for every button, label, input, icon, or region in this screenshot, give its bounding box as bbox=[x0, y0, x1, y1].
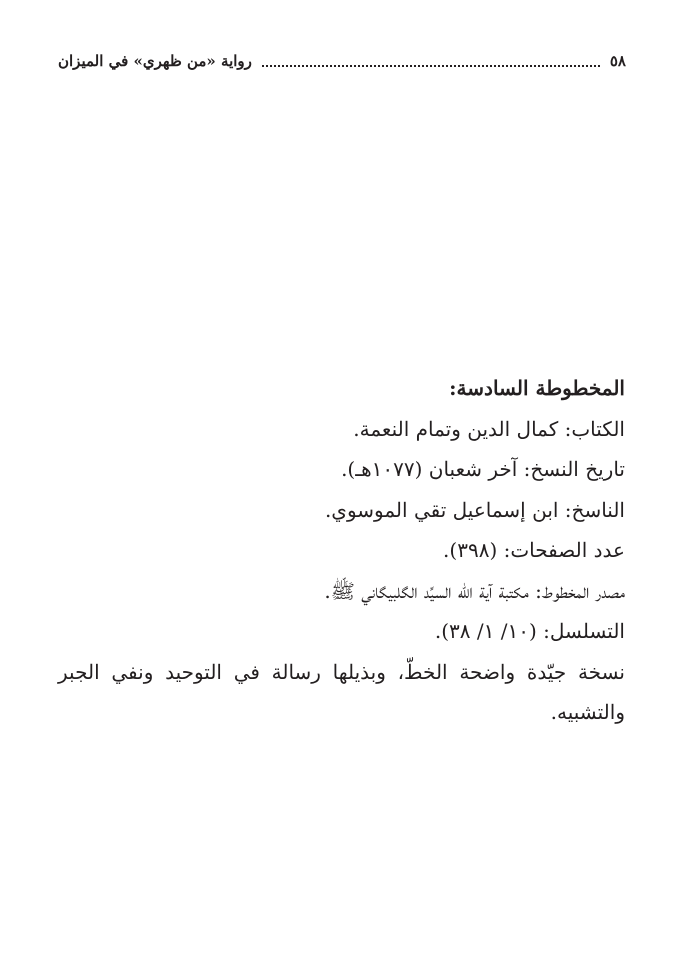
manuscript-description bbox=[58, 368, 625, 733]
running-header bbox=[58, 48, 626, 74]
serial-line: التسلسل: (١٠/ ١/ ٣٨). bbox=[434, 619, 625, 643]
running-header-title: رواية «من ظهري» في الميزان bbox=[58, 52, 252, 70]
page-count-line: عدد الصفحات: (٣٩٨). bbox=[443, 538, 625, 562]
copyist-line: الناسخ: ابن إسماعيل تقي الموسوي. bbox=[324, 497, 625, 522]
book-line: الكتاب: كمال الدين وتمام النعمة. bbox=[353, 416, 625, 441]
page-number: ٥٨ bbox=[609, 52, 626, 70]
source-line: مصدر المخطوط: مكتبة آية الله السيِّد الگلبيگاني ﷺ. bbox=[324, 578, 625, 603]
description-paragraph: نسخة جيّدة واضحة الخطّ، وبذيلها رسالة في التوحيد ونفي الجبر والتشبيه. bbox=[58, 659, 625, 724]
copy-date-line: تاريخ النسخ: آخر شعبان (١٠٧٧هـ). bbox=[341, 457, 625, 481]
section-heading: المخطوطة السادسة: bbox=[449, 376, 625, 400]
dot-leader bbox=[262, 65, 600, 67]
